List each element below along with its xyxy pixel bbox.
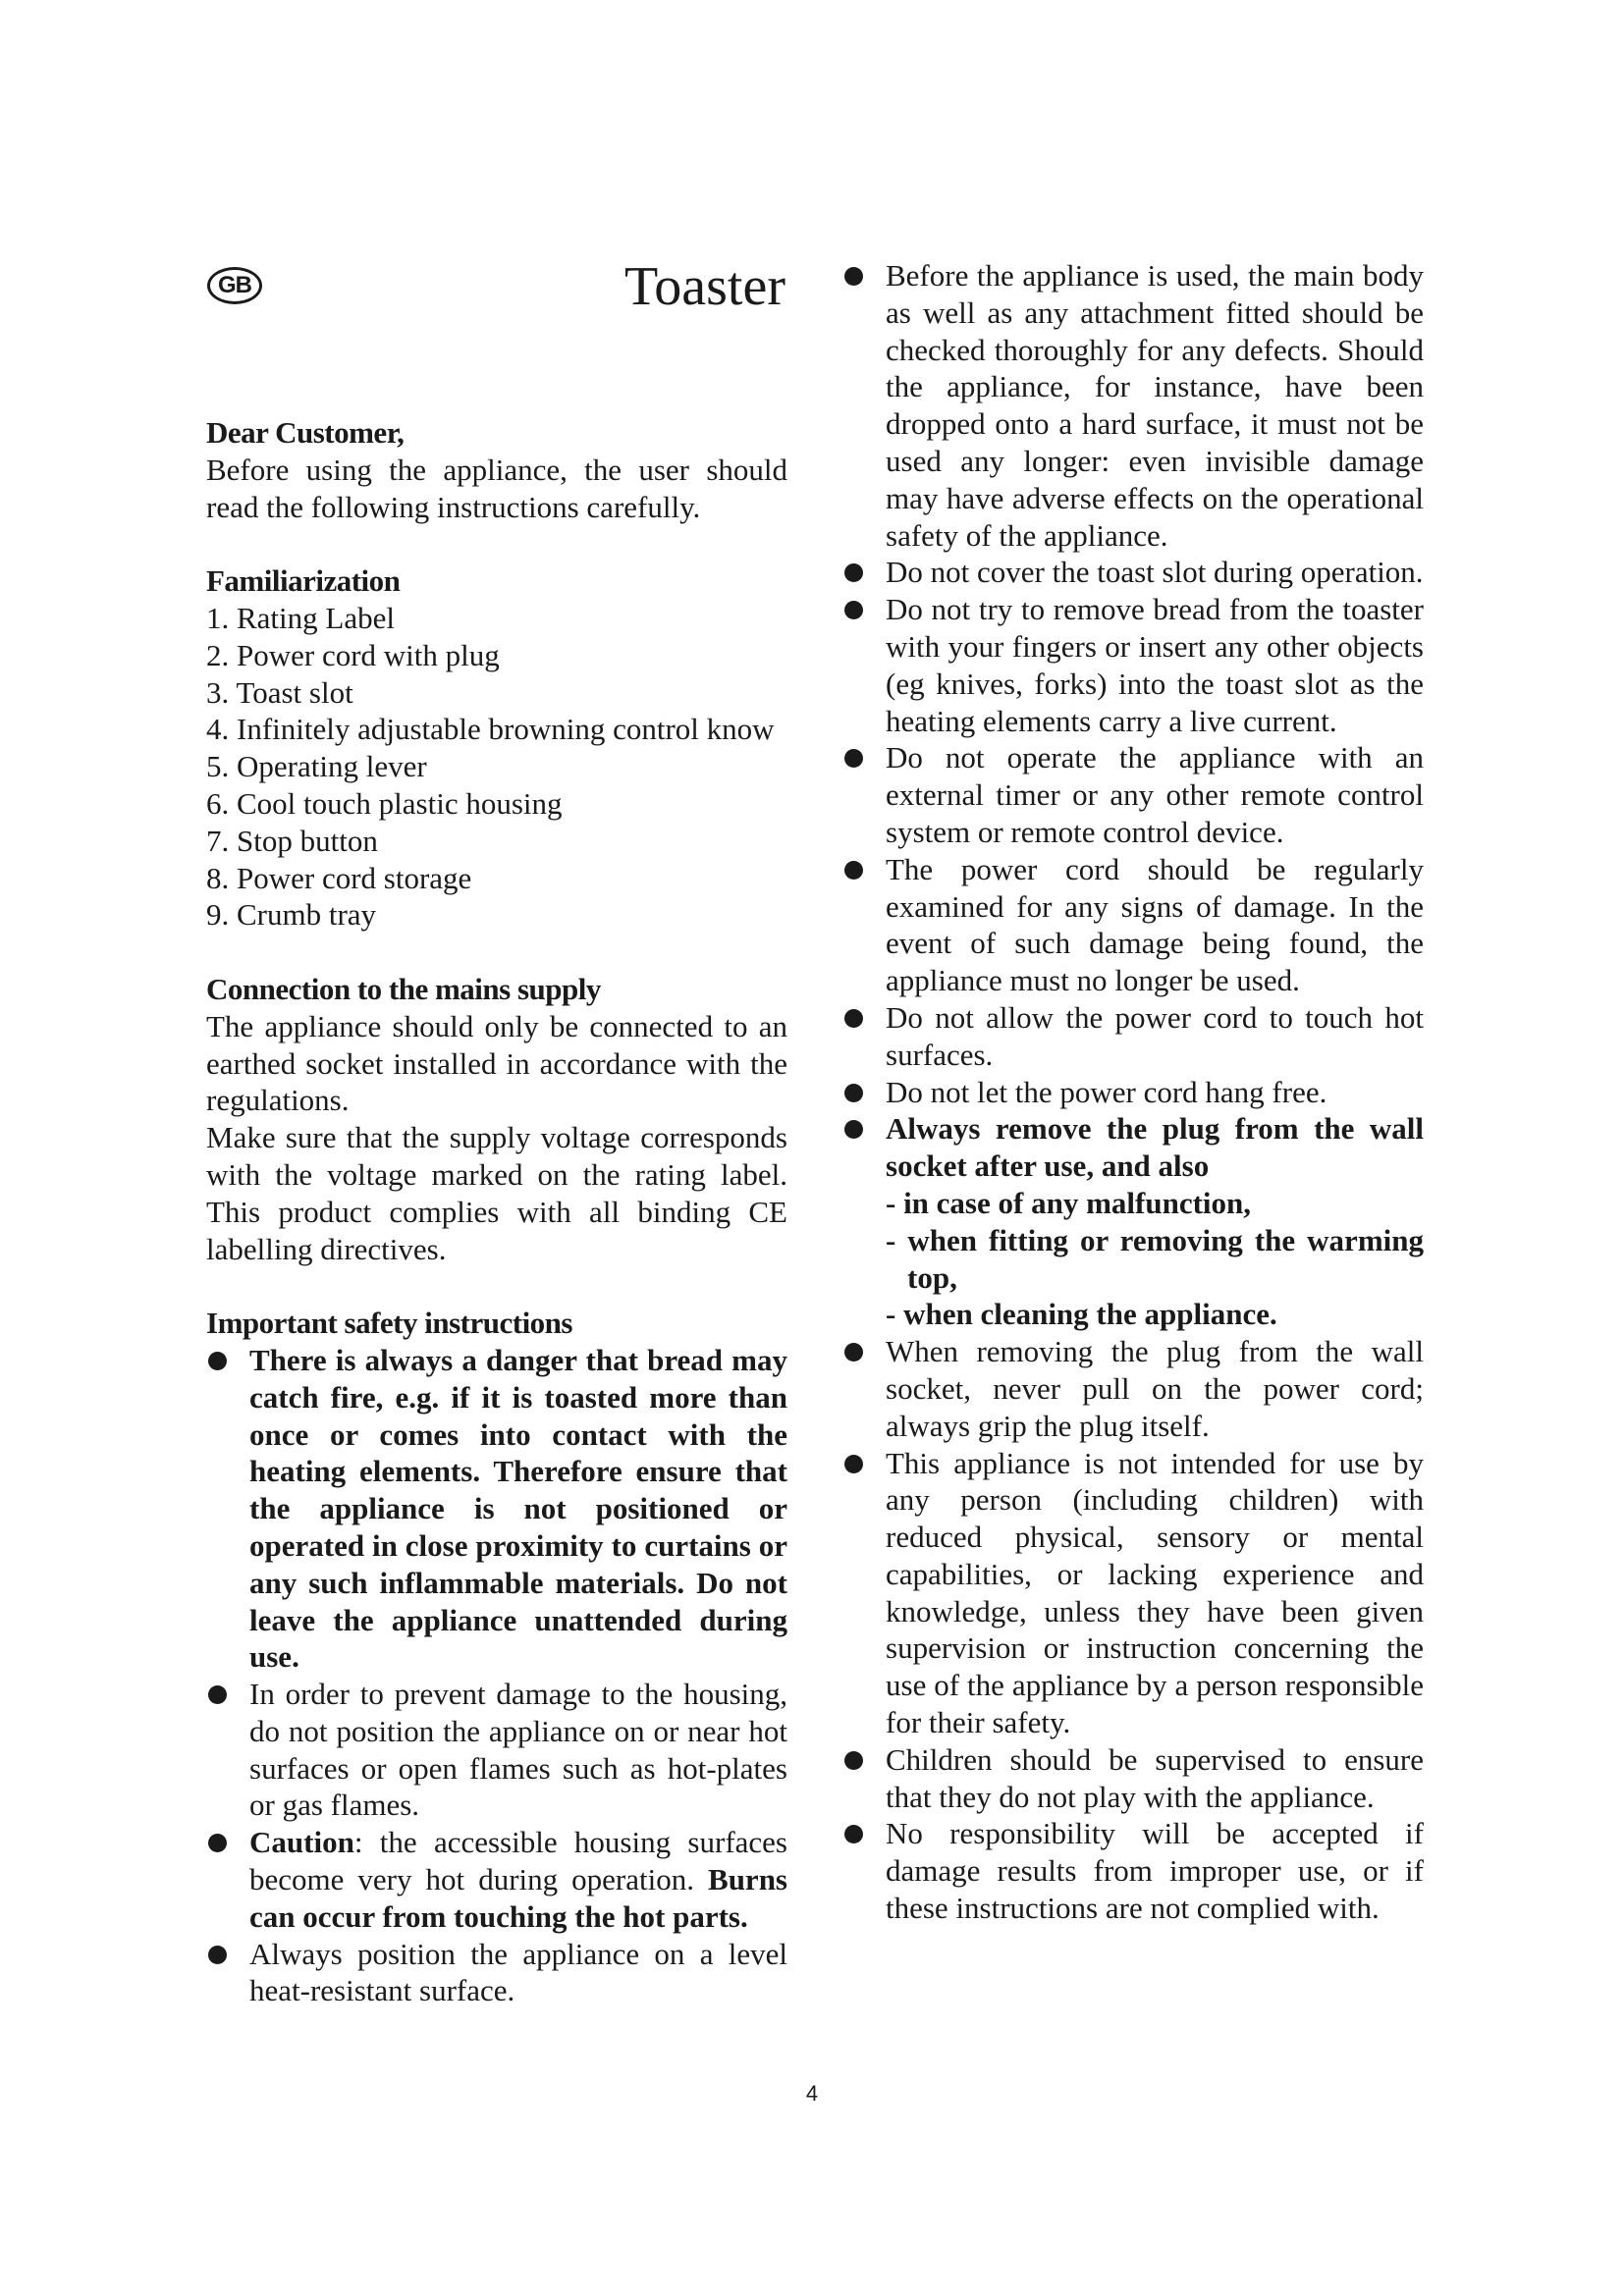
safety-text: No responsibility will be accepted if damage results from improper use, or if these instructions are not complied with.	[886, 1816, 1424, 1926]
safety-text: Always remove the plug from the wall socket after use, and also	[886, 1111, 1424, 1184]
safety-list-left	[206, 1342, 787, 2009]
familiarization-section	[206, 562, 787, 934]
safety-text: Always position the appliance on a level heat-resistant surface.	[249, 1936, 787, 2008]
safety-text: In order to prevent damage to the housing, do not position the appliance on or near hot surfaces or open flames such as hot-plates or gas flames.	[249, 1677, 787, 1823]
bullet-icon	[844, 601, 863, 619]
safety-text: Do not allow the power cord to touch hot surfaces.	[886, 999, 1424, 1072]
list-item: 6. Cool touch plastic housing	[206, 785, 563, 821]
right-column	[842, 257, 1424, 1927]
bullet-icon	[208, 1352, 227, 1370]
safety-text: Do not let the power cord hang free.	[886, 1074, 1327, 1109]
familiarization-heading: Familiarization	[206, 563, 401, 599]
safety-text: This appliance is not intended for use by any person (including children) with reduced physical, sensory or mental capabilities, or lacking experience and knowledge, unless they have been given supervision or instruction concerning the use of the appliance by a person responsible for their safety.	[886, 1445, 1424, 1740]
list-item	[842, 1445, 1424, 1741]
safety-text: : the accessible housing surfaces become very hot during operation.	[249, 1825, 787, 1897]
sub-list-item: - when fitting or removing the warming top,	[886, 1222, 1424, 1295]
sub-list-item: - in case of any malfunction,	[886, 1185, 1251, 1220]
bullet-icon	[844, 749, 863, 768]
page-title: Toaster	[623, 256, 785, 317]
list-item	[842, 554, 1424, 591]
bullet-icon	[844, 563, 863, 582]
bullet-icon	[844, 1343, 863, 1362]
bullet-icon	[208, 1685, 227, 1704]
safety-text: Do not try to remove bread from the toaster with your fingers or insert any other objects (eg knives, forks) into the toast slot as the heating elements carry a live current.	[886, 592, 1424, 738]
list-item	[206, 1824, 787, 1935]
list-item: 5. Operating lever	[206, 749, 427, 784]
list-item: 2. Power cord with plug	[206, 637, 500, 672]
list-item	[842, 739, 1424, 850]
bullet-icon	[844, 1751, 863, 1770]
safety-text: Do not cover the toast slot during operation.	[886, 555, 1424, 590]
safety-text: The power cord should be regularly examined for any signs of damage. In the event of such damage being found, the appliance must no longer be used.	[886, 851, 1424, 998]
list-item	[842, 1333, 1424, 1444]
bullet-icon	[208, 1946, 227, 1964]
bullet-icon	[208, 1834, 227, 1852]
list-item	[206, 1936, 787, 2010]
country-badge: GB	[207, 267, 262, 304]
connection-section	[206, 971, 787, 1267]
left-column	[206, 257, 787, 2009]
feature-list	[206, 600, 787, 934]
safety-text: Before the appliance is used, the main body as well as any attachment fitted should be checked thoroughly for any defects. Should the appliance, for instance, have been dropped onto a hard surface, it must not be used any longer: even invisible damage may have adverse effects on the operational safety of the appliance.	[886, 258, 1424, 553]
connection-heading: Connection to the mains supply	[206, 971, 601, 1006]
list-item: 8. Power cord storage	[206, 860, 472, 895]
list-item	[206, 1676, 787, 1824]
safety-section	[206, 1305, 787, 2009]
list-item	[842, 591, 1424, 739]
list-item	[842, 851, 1424, 999]
sub-list-item: - when cleaning the appliance.	[886, 1297, 1277, 1332]
list-item	[842, 1815, 1424, 1926]
list-item: 3. Toast slot	[206, 674, 353, 710]
list-item	[842, 999, 1424, 1074]
connection-text-2: Make sure that the supply voltage corresponds with the voltage marked on the rating label. This product complies with all binding CE labelling directives.	[206, 1120, 787, 1266]
burns-warning: Burns can occur from touching the hot parts.	[249, 1862, 787, 1934]
caution-label: Caution	[249, 1825, 354, 1860]
list-item: 9. Crumb tray	[206, 897, 377, 933]
sub-list	[886, 1185, 1424, 1333]
list-item	[842, 1074, 1424, 1111]
bullet-icon	[844, 1825, 863, 1843]
list-item	[206, 1342, 787, 1676]
intro-text: Before using the appliance, the user should read the following instructions carefully.	[206, 452, 787, 524]
list-item: 7. Stop button	[206, 823, 378, 858]
bullet-icon	[844, 1084, 863, 1102]
safety-list-right	[842, 257, 1424, 1927]
list-item: 1. Rating Label	[206, 600, 395, 635]
safety-heading: Important safety instructions	[206, 1306, 572, 1341]
bullet-icon	[844, 1120, 863, 1139]
greeting-heading: Dear Customer,	[206, 415, 405, 450]
safety-text: Children should be supervised to ensure that they do not play with the appliance.	[886, 1741, 1424, 1814]
list-item	[842, 1110, 1424, 1333]
bullet-icon	[844, 1009, 863, 1028]
bullet-icon	[844, 1455, 863, 1473]
page-number: 4	[805, 2081, 819, 2106]
safety-text: When removing the plug from the wall socket, never pull on the power cord; always grip the plug itself.	[886, 1334, 1424, 1443]
list-item	[842, 1741, 1424, 1816]
connection-text-1: The appliance should only be connected to an earthed socket installed in accordance with the regulations.	[206, 1008, 787, 1118]
intro-section	[206, 414, 787, 525]
bullet-icon	[844, 267, 863, 286]
safety-text: Do not operate the appliance with an external timer or any other remote control system or remote control device.	[886, 740, 1424, 849]
list-item	[842, 257, 1424, 554]
list-item: 4. Infinitely adjustable browning control know	[206, 712, 775, 747]
safety-text: There is always a danger that bread may catch fire, e.g. if it is toasted more than once or comes into contact with the heating elements. Therefore ensure that the appliance is not positioned or operated in close proximity to curtains or any such inflammable materials. Do not leave the appliance unattended during use.	[249, 1342, 787, 1675]
bullet-icon	[844, 861, 863, 880]
